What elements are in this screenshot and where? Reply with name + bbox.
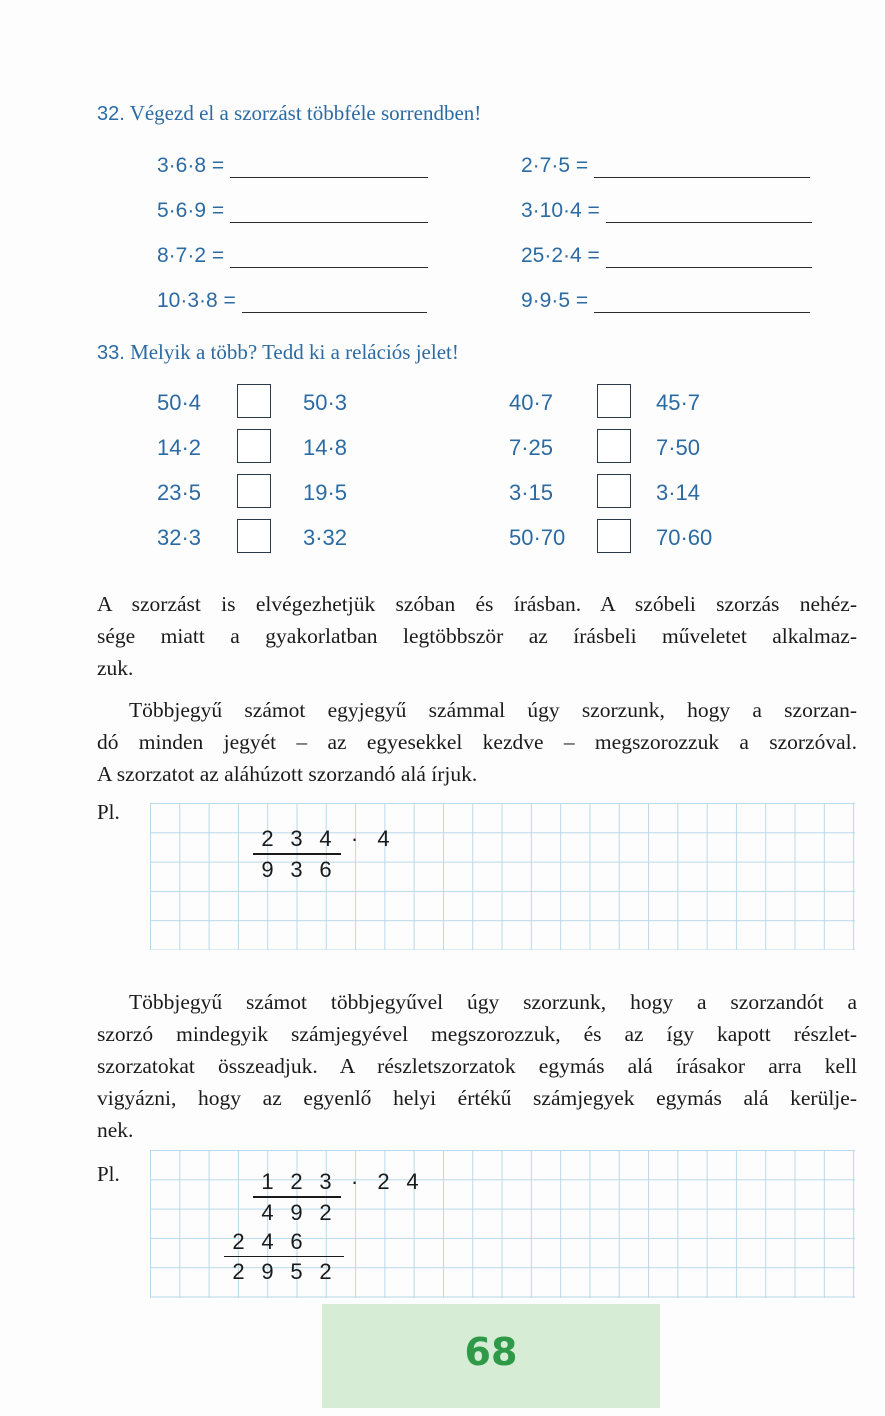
digit: 9 <box>261 1259 274 1284</box>
empty-cell <box>224 1200 253 1226</box>
equation-text: 10·3·8 = <box>157 289 236 312</box>
digit: 4 <box>377 826 390 851</box>
answer-line[interactable] <box>230 249 428 268</box>
text-line: zuk. <box>97 656 134 680</box>
text-line: A szorzatot az aláhúzott szorzandó alá írjuk. <box>97 762 478 786</box>
digit: 6 <box>290 1228 303 1254</box>
answer-line[interactable] <box>594 294 810 313</box>
relation-left-b: 50·3 <box>303 390 348 415</box>
answer-line[interactable] <box>606 204 812 223</box>
task-32-number: 32. <box>97 103 125 125</box>
partial-product-2-row <box>224 1229 427 1255</box>
text-line: A szorzást is elvégezhetjük szóban és írásban. A szóbeli szorzás nehéz- <box>97 592 857 616</box>
digit: 3 <box>290 826 303 851</box>
relation-right-b: 70·60 <box>656 525 713 550</box>
digit: 9 <box>261 856 274 882</box>
text-line: szorzatokat összeadjuk. A részletszorzatok egymás alá írásakor arra kell <box>97 1054 857 1078</box>
digit: 4 <box>261 1199 274 1225</box>
relation-left-b: 19·5 <box>303 480 348 505</box>
task-33-text: Melyik a több? Tedd ki a relációs jelet! <box>130 340 459 364</box>
paragraph-single-digit-rule <box>97 694 857 790</box>
relation-left-a: 32·3 <box>157 525 202 550</box>
equation-text: 5·6·9 = <box>157 199 225 222</box>
relation-answer-box[interactable] <box>237 474 271 508</box>
multiplicand-row <box>253 826 398 852</box>
answer-line[interactable] <box>242 294 427 313</box>
partial-product-1-row <box>224 1200 427 1226</box>
digit: 2 <box>232 1259 245 1284</box>
task-32-right-1 <box>521 154 810 178</box>
empty-cell <box>224 1169 253 1195</box>
relation-answer-box[interactable] <box>597 384 631 418</box>
paragraph-intro <box>97 588 857 684</box>
equation-text: 8·7·2 = <box>157 244 225 267</box>
digit: 2 <box>319 1259 332 1284</box>
relation-left-a: 14·2 <box>157 435 202 460</box>
equation-text: 2·7·5 = <box>521 154 589 177</box>
relation-right-a: 40·7 <box>509 390 554 415</box>
digit: 5 <box>290 1259 303 1284</box>
multiplicand-row <box>224 1169 427 1195</box>
answer-line[interactable] <box>230 159 428 178</box>
paragraph-multi-digit-rule <box>97 986 857 1146</box>
equation-text: 3·6·8 = <box>157 154 225 177</box>
task-32-text: Végezd el a szorzást többféle sorrendben! <box>129 101 482 125</box>
answer-line[interactable] <box>230 204 428 223</box>
digit: 4 <box>261 1228 274 1254</box>
digit: 3 <box>290 856 303 882</box>
equation-text: 3·10·4 = <box>521 199 600 222</box>
text-line: Többjegyű számot egyjegyű számmal úgy szorzunk, hogy a szorzan- <box>129 698 857 722</box>
relation-right-a: 3·15 <box>509 480 554 505</box>
relation-answer-box[interactable] <box>597 429 631 463</box>
digit: 2 <box>319 1199 332 1225</box>
text-line: szorzó mindegyik számjegyével megszorozzuk, és az így kapott részlet- <box>97 1022 857 1046</box>
answer-line[interactable] <box>594 159 810 178</box>
relation-right-b: 3·14 <box>656 480 701 505</box>
digit: 2 <box>290 1169 303 1194</box>
example-1-calc <box>253 826 398 883</box>
relation-right-a: 50·70 <box>509 525 566 550</box>
multiply-dot: · <box>350 1169 359 1194</box>
relation-answer-box[interactable] <box>237 384 271 418</box>
equation-text: 9·9·5 = <box>521 289 589 312</box>
answer-line[interactable] <box>606 249 812 268</box>
task-32-right-3 <box>521 244 812 268</box>
text-line: dó minden jegyét – az egyesekkel kezdve – megszorozzuk a szorzóval. <box>97 730 857 754</box>
relation-left-a: 23·5 <box>157 480 202 505</box>
multiply-dot: · <box>350 826 359 851</box>
task-32-right-2 <box>521 199 812 223</box>
example-2-calc <box>224 1169 427 1285</box>
equation-text: 25·2·4 = <box>521 244 600 267</box>
relation-answer-box[interactable] <box>237 519 271 553</box>
task-32-right-4 <box>521 289 810 313</box>
task-32-left-2 <box>157 199 428 223</box>
underline <box>253 1196 341 1198</box>
relation-left-b: 14·8 <box>303 435 348 460</box>
page-number: 68 <box>464 1330 518 1374</box>
text-line: vigyázni, hogy az egyenlő helyi értékű számjegyek egymás alá kerülje- <box>97 1086 857 1110</box>
text-line: sége miatt a gyakorlatban legtöbbször az írásbeli műveletet alkalmaz- <box>97 624 857 648</box>
digit: 6 <box>319 856 332 882</box>
relation-answer-box[interactable] <box>237 429 271 463</box>
task-33-number: 33. <box>97 342 125 364</box>
underline <box>253 853 341 855</box>
text-line: nek. <box>97 1118 134 1142</box>
task-32-left-3 <box>157 244 428 268</box>
digit: 9 <box>290 1199 303 1225</box>
result-row <box>253 857 398 883</box>
example-2-label: Pl. <box>97 1162 120 1186</box>
relation-answer-box[interactable] <box>597 474 631 508</box>
total-row <box>224 1259 427 1285</box>
task-32-left-1 <box>157 154 428 178</box>
relation-right-a: 7·25 <box>509 435 554 460</box>
digit: 4 <box>319 826 332 851</box>
task-32-left-4 <box>157 289 427 313</box>
digit: 2 <box>261 826 274 851</box>
example-1-label: Pl. <box>97 800 120 824</box>
relation-left-a: 50·4 <box>157 390 202 415</box>
relation-right-b: 7·50 <box>656 435 701 460</box>
digit: 1 <box>261 1169 274 1194</box>
sum-underline <box>224 1256 344 1258</box>
relation-answer-box[interactable] <box>597 519 631 553</box>
relation-right-b: 45·7 <box>656 390 701 415</box>
digit: 4 <box>406 1169 419 1194</box>
digit: 3 <box>319 1169 332 1194</box>
digit: 2 <box>377 1169 390 1194</box>
relation-left-b: 3·32 <box>303 525 348 550</box>
digit: 2 <box>232 1228 245 1254</box>
task-33-title <box>97 340 459 365</box>
text-line: Többjegyű számot többjegyűvel úgy szorzunk, hogy a szorzandót a <box>129 990 857 1014</box>
task-32-title <box>97 101 481 126</box>
